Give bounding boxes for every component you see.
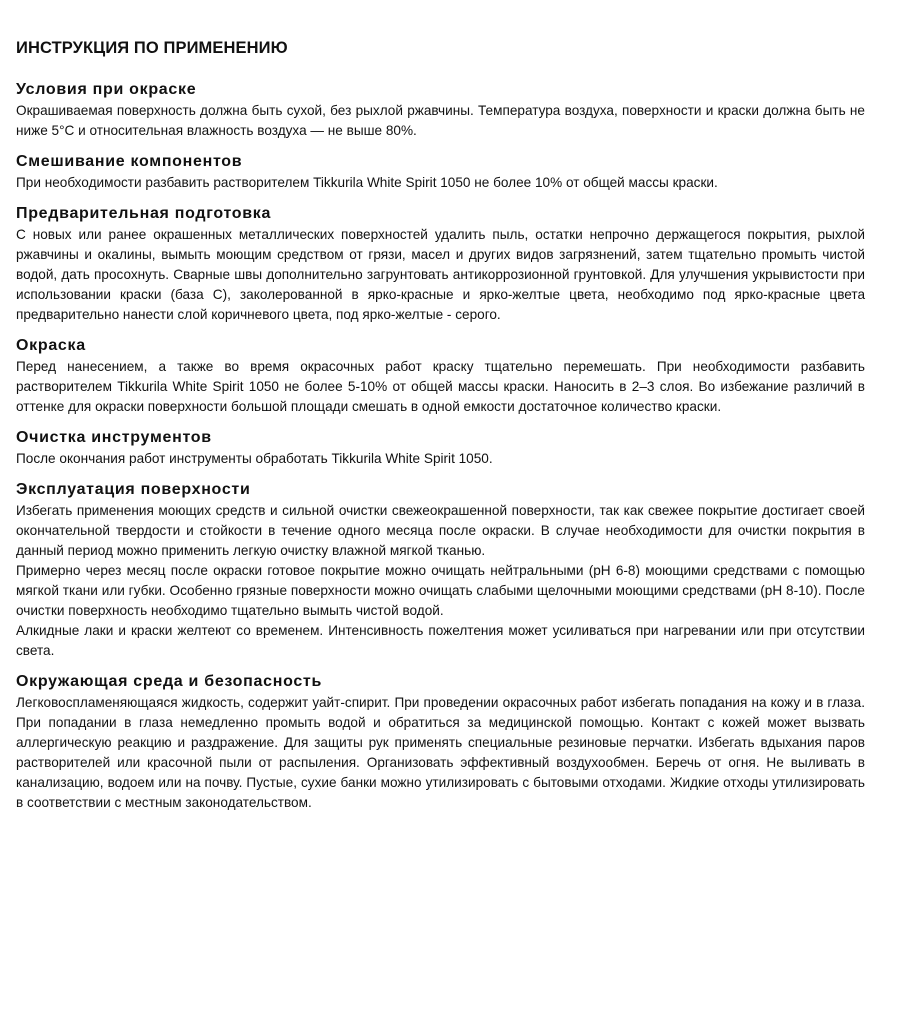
section-tool-cleaning	[16, 428, 865, 469]
paragraph: Окрашиваемая поверхность должна быть сухой, без рыхлой ржавчины. Температура воздуха, поверхности и краски должна быть не ниже 5°C и относительная влажность воздуха — не выше 80%.	[16, 103, 865, 138]
section-title: Условия при окраске	[16, 81, 197, 98]
section-surface-preparation	[16, 204, 865, 325]
section-painting-conditions	[16, 80, 865, 141]
document-page	[16, 38, 865, 824]
section-body	[16, 101, 865, 141]
section-title: Смешивание компонентов	[16, 153, 243, 170]
section-surface-maintenance	[16, 480, 865, 661]
section-title: Окружающая среда и безопасность	[16, 673, 323, 690]
section-painting	[16, 336, 865, 417]
section-title: Очистка инструментов	[16, 429, 212, 446]
paragraph: После окончания работ инструменты обработать Tikkurila White Spirit 1050.	[16, 451, 493, 466]
section-body	[16, 693, 865, 813]
section-title: Эксплуатация поверхности	[16, 481, 251, 498]
paragraph: Избегать применения моющих средств и сильной очистки свежеокрашенной поверхности, так как свежее покрытие достигает своей окончательной твердости и стойкости в течение одного месяца после окраски. В случае необходимости для очистки покрытия в данный период можно применить легкую очистку влажной мягкой тканью.	[16, 503, 865, 558]
section-body	[16, 225, 865, 325]
section-mixing-components	[16, 152, 865, 193]
paragraph: При необходимости разбавить растворителем Tikkurila White Spirit 1050 не более 10% от общей массы краски.	[16, 175, 718, 190]
section-environment-safety	[16, 672, 865, 813]
section-title: Окраска	[16, 337, 86, 354]
section-body	[16, 501, 865, 661]
section-body	[16, 449, 865, 469]
document-title: ИНСТРУКЦИЯ ПО ПРИМЕНЕНИЮ	[16, 39, 288, 57]
paragraph: Примерно через месяц после окраски готовое покрытие можно очищать нейтральными (pH 6-8) моющими средствами с помощью мягкой ткани или губки. Особенно грязные поверхности можно очищать слабыми щелочными моющими средствами (pH 8-10). После очистки поверхность необходимо тщательно вымыть чистой водой.	[16, 563, 865, 618]
paragraph: Перед нанесением, а также во время окрасочных работ краску тщательно перемешать. При необходимости разбавить растворителем Tikkurila White Spirit 1050 не более 5-10% от общей массы краски. Наносить в 2–3 слоя. Во избежание различий в оттенке для окраски поверхности большой площади смешать в одной емкости достаточное количество краски.	[16, 359, 865, 414]
paragraph: Алкидные лаки и краски желтеют со временем. Интенсивность пожелтения может усиливаться при нагревании или при отсутствии света.	[16, 623, 865, 658]
section-title: Предварительная подготовка	[16, 205, 272, 222]
section-body	[16, 357, 865, 417]
paragraph: С новых или ранее окрашенных металлических поверхностей удалить пыль, остатки непрочно держащегося покрытия, рыхлой ржавчины и окалины, вымыть моющим средством от грязи, масел и других видов загрязнений, затем тщательно промыть чистой водой, дать просохнуть. Сварные швы дополнительно загрунтовать антикоррозионной грунтовкой. Для улучшения укрывистости при использовании краски (база С), заколерованной в ярко-красные и ярко-желтые цвета, необходимо под ярко-красные цвета предварительно нанести слой коричневого цвета, под ярко-желтые - серого.	[16, 227, 865, 322]
paragraph: Легковоспламеняющаяся жидкость, содержит уайт-спирит. При проведении окрасочных работ избегать попадания на кожу и в глаза. При попадании в глаза немедленно промыть водой и обратиться за медицинской помощью. Контакт с кожей может вызвать аллергическую реакцию и раздражение. Для защиты рук применять специальные резиновые перчатки. Избегать вдыхания паров растворителей или красочной пыли от распыления. Организовать эффективный воздухообмен. Беречь от огня. Не выливать в канализацию, водоем или на почву. Пустые, сухие банки можно утилизировать с бытовыми отходами. Жидкие отходы утилизировать в соответствии с местным законодательством.	[16, 695, 865, 810]
section-body	[16, 173, 865, 193]
